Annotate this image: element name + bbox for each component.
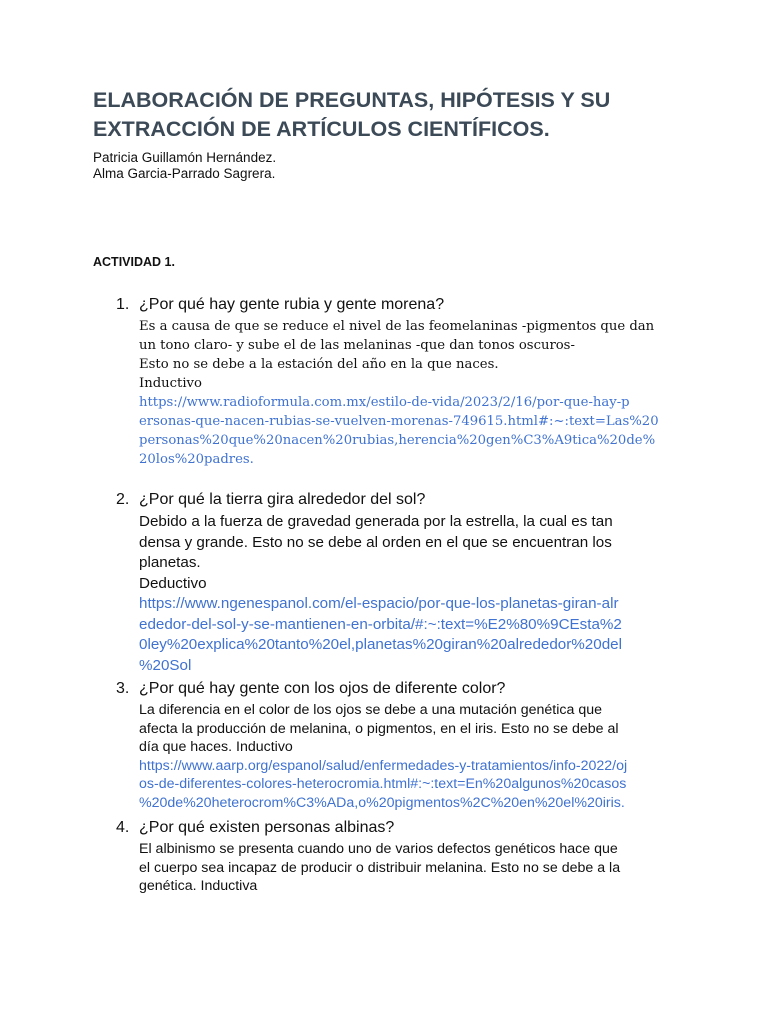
source-link[interactable]: os-de-diferentes-colores-heterocromia.html#:~:text=En%20algunos%20casos [139, 776, 627, 792]
source-link[interactable]: https://www.radioformula.com.mx/estilo-de-vida/2023/2/16/por-que-hay-p [139, 395, 630, 410]
title-line: EXTRACCIÓN DE ARTÍCULOS CIENTÍFICOS. [93, 117, 550, 141]
source-link[interactable]: 0ley%20explica%20tanto%20el,planetas%20giran%20alrededor%20del [139, 636, 622, 653]
source-link[interactable]: %20Sol [139, 656, 192, 674]
question-text: ¿Por qué hay gente con los ojos de diferente color? [139, 680, 506, 697]
source-link[interactable]: https://www.aarp.org/espanol/salud/enfermedades-y-tratamientos/info-2022/oj [139, 757, 628, 774]
answer-line: día que haces. Inductivo [139, 739, 293, 755]
question-number: 2. [116, 491, 130, 508]
answer-line: El albinismo se presenta cuando uno de varios defectos genéticos hace que [139, 841, 618, 857]
answer-line: densa y grande. Esto no se debe al orden en el que se encuentran los [139, 533, 612, 551]
source-link[interactable]: ededor-del-sol-y-se-mantienen-en-orbita/#:~:text=%E2%80%9CEsta%2 [139, 615, 622, 633]
question-3 [116, 679, 505, 699]
question-number: 1. [116, 296, 130, 313]
answer-line: La diferencia en el color de los ojos se debe a una mutación genética que [139, 702, 602, 718]
source-link[interactable]: 20los%20padres. [139, 452, 254, 467]
reasoning-type: Inductivo [139, 376, 202, 391]
answer-line: afecta la producción de melanina, o pigmentos, en el iris. Esto no se debe al [139, 720, 619, 737]
question-number: 4. [116, 819, 130, 836]
author-name: Alma Garcia-Parrado Sagrera. [93, 166, 276, 181]
question-text: ¿Por qué existen personas albinas? [139, 819, 395, 836]
answer-line: un tono claro- y sube el de las melaninas -que dan tonos oscuros- [139, 338, 575, 353]
question-text: ¿Por qué hay gente rubia y gente morena? [139, 296, 445, 313]
source-link[interactable]: https://www.ngenespanol.com/el-espacio/por-que-los-planetas-giran-alr [139, 595, 619, 612]
answer-line: Debido a la fuerza de gravedad generada por la estrella, la cual es tan [139, 513, 613, 530]
answer-line: Es a causa de que se reduce el nivel de las feomelaninas -pigmentos que dan [139, 319, 655, 334]
answer-line: planetas. [139, 554, 201, 571]
answer-3 [139, 701, 679, 812]
answer-4 [139, 840, 679, 896]
answer-line: genética. Inductiva [139, 878, 258, 894]
question-2 [116, 490, 425, 510]
question-text: ¿Por qué la tierra gira alrededor del sol? [139, 491, 426, 508]
title-line: ELABORACIÓN DE PREGUNTAS, HIPÓTESIS Y SU [93, 88, 611, 112]
source-link[interactable]: %20de%20heterocrom%C3%ADa,o%20pigmentos%2C%20en%20el%20iris. [139, 794, 625, 811]
author-list [93, 150, 276, 182]
answer-line: el cuerpo sea incapaz de producir o distribuir melanina. Esto no se debe a la [139, 859, 621, 876]
question-1 [116, 295, 444, 315]
reasoning-type: Deductivo [139, 574, 207, 592]
answer-line: Esto no se debe a la estación del año en la que naces. [139, 357, 499, 372]
question-number: 3. [116, 680, 130, 697]
document-title [93, 86, 733, 144]
source-link[interactable]: personas%20que%20nacen%20rubias,herencia%20gen%C3%A9tica%20de% [139, 433, 656, 448]
question-4 [116, 818, 394, 838]
activity-heading: ACTIVIDAD 1. [93, 255, 175, 269]
answer-2 [139, 512, 679, 676]
answer-1 [139, 317, 679, 469]
author-name: Patricia Guillamón Hernández. [93, 150, 277, 165]
source-link[interactable]: ersonas-que-nacen-rubias-se-vuelven-morenas-749615.html#:~:text=Las%20 [139, 414, 659, 429]
